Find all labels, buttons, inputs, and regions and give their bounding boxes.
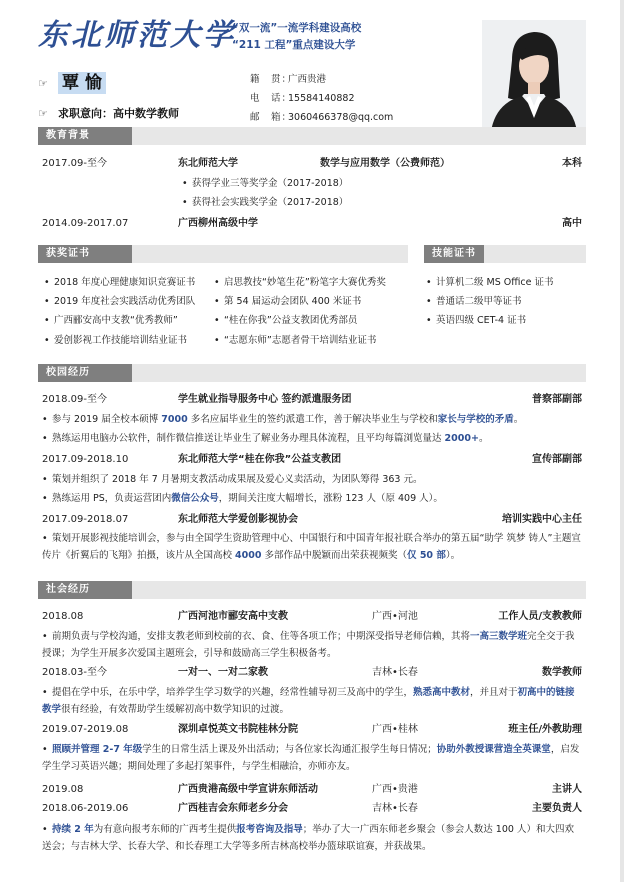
education-row: 2017.09-至今 东北师范大学 数学与应用数学（公费师范） 本科 (42, 158, 582, 169)
list-item: • 2019 年度社会实践活动优秀团队 (44, 293, 195, 311)
campus-row: 2018.09-至今 学生就业指导服务中心 签约派遣服务团 普察部副部 (42, 394, 582, 405)
list-item: • 普通话二级甲等证书 (426, 293, 522, 311)
social-paragraph: • 持续 2 年为有意向报考东师的广西考生提供报考咨询及指导；举办了大一广西东师老乡聚会（参会人数达 100 人）和大四欢送会；与吉林大学、长春大学、和长春理工大学等多所吉林高校举办篮球联谊赛，并获战果。 (42, 824, 574, 852)
campus-row: 2017.09-2018.10 东北师范大学“桂在你我”公益支教团 宣传部副部 (42, 454, 582, 465)
info-hometown: 籍 贯： 广西贵港 (250, 74, 327, 85)
social-paragraph: • 前期负责与学校沟通，安排支教老师到校前的衣、食、住等各项工作；中期深受指导老师信赖，其将一高三数学班完全交于我授课；为学生开展多次爱国主题班会，引导和鼓励高三学生积极备考。 (42, 631, 575, 659)
social-row: 2018.08 广西河池市郦安高中支教 广西•河池 工作人员/支教教师 (42, 611, 582, 622)
job-intent: 求职意向：高中数学教师 (58, 107, 179, 120)
pointing-hand-icon: ☞ (38, 76, 48, 90)
section-title-education: 教育背景 (38, 127, 132, 145)
candidate-name: 覃 愉 (58, 72, 106, 94)
social-row: 2019.07-2019.08 深圳卓悦英文书院桂林分院 广西•桂林 班主任/外教助理 (42, 724, 582, 735)
slogan-2: “211 工程”重点建设大学 (232, 39, 356, 51)
info-email: 邮 箱： 3060466378@qq.com (250, 112, 394, 123)
campus-row: 2017.09-2018.07 东北师范大学爱创影视协会 培训实践中心主任 (42, 514, 582, 525)
university-slogans (232, 20, 361, 54)
list-item: • 获得学业三等奖学金（2017-2018） (182, 175, 348, 193)
slogan-1: “双一流”一流学科建设高校 (232, 22, 362, 34)
intent-row (38, 103, 179, 123)
social-paragraph: • 提倡在学中乐，在乐中学，培养学生学习数学的兴趣，经常性辅导初三及高中的学生，熟悉高中教材，并且对于初高中的链接教学很有经验，有效帮助学生缓解初高中数学知识的过渡。 (42, 687, 575, 715)
social-row: 2018.06-2019.06 广西桂吉会东师老乡分会 吉林•长春 主要负责人 (42, 803, 582, 814)
campus-bullet: • 熟练运用 PS，负责运营团内微信公众号，期间关注度大幅增长，涨粉 123 人（原 409 人）。 (42, 493, 443, 504)
list-item: • 第 54 届运动会团队 400 米证书 (214, 293, 361, 311)
section-title-skills: 技能证书 (424, 245, 484, 263)
list-item: • 2018 年度心理健康知识竞赛证书 (44, 274, 195, 292)
person-portrait-icon (482, 20, 586, 140)
list-item: • 爱创影视工作技能培训结业证书 (44, 332, 187, 350)
info-phone: 电 话： 15584140882 (250, 93, 355, 104)
social-paragraph: • 照顾并管理 2-7 年级学生的日常生活上课及外出活动；与各位家长沟通汇报学生每日情况；协助外教授课营造全英课堂，启发学生学习英语兴趣；期间处理了多起打架事件，与学生相融洽，亦师亦友。 (42, 744, 580, 772)
section-title-campus: 校园经历 (38, 364, 132, 382)
name-row (38, 70, 106, 96)
campus-bullet: • 策划并组织了 2018 年 7 月暑期支教活动成果展及爱心义卖活动，为团队筹得 363 元。 (42, 474, 423, 485)
contact-info (250, 70, 393, 127)
campus-bullet: • 熟练运用电脑办公软件，制作微信推送让毕业生了解业务办理具体流程，且平均每篇浏览量达 2000+。 (42, 433, 489, 444)
social-row: 2019.08 广西贵港高级中学宣讲东师活动 广西•贵港 主讲人 (42, 784, 582, 795)
list-item: • 英语四级 CET-4 证书 (426, 312, 526, 330)
page-edge (620, 0, 624, 882)
list-item: • “桂在你我”公益支教团优秀部员 (214, 312, 357, 330)
social-row: 2018.03-至今 一对一、一对二家教 吉林•长春 数学教师 (42, 667, 582, 678)
pointing-hand-icon: ☞ (38, 106, 48, 120)
profile-photo (482, 20, 586, 140)
section-title-awards: 获奖证书 (38, 245, 132, 263)
list-item: • 获得社会实践奖学金（2017-2018） (182, 194, 348, 212)
list-item: • “志愿东师”志愿者骨干培训结业证书 (214, 332, 376, 350)
section-title-social: 社会经历 (38, 581, 132, 599)
campus-bullet: • 策划开展影视技能培训会，参与由全国学生资助管理中心、中国银行和中国青年报社联合举办的第五届“助学 筑梦 铸人”主题宣传片《折翼后的飞翔》拍摄，该片从全国高校 4000 多部作品中脱颖而出荣获视频奖（仅 50 部）。 (42, 533, 581, 561)
list-item: • 广西郦安高中支教“优秀教师” (44, 312, 178, 330)
university-logo: 东北师范大学 (38, 18, 236, 53)
campus-bullet: • 参与 2019 届全校本硕博 7000 多名应届毕业生的签约派遣工作，善于解决毕业生与学校和家长与学校的矛盾。 (42, 414, 524, 425)
education-row: 2014.09-2017.07 广西柳州高级中学 高中 (42, 218, 582, 229)
list-item: • 计算机二级 MS Office 证书 (426, 274, 554, 292)
list-item: • 启思教技“妙笔生花”粉笔字大赛优秀奖 (214, 274, 386, 292)
